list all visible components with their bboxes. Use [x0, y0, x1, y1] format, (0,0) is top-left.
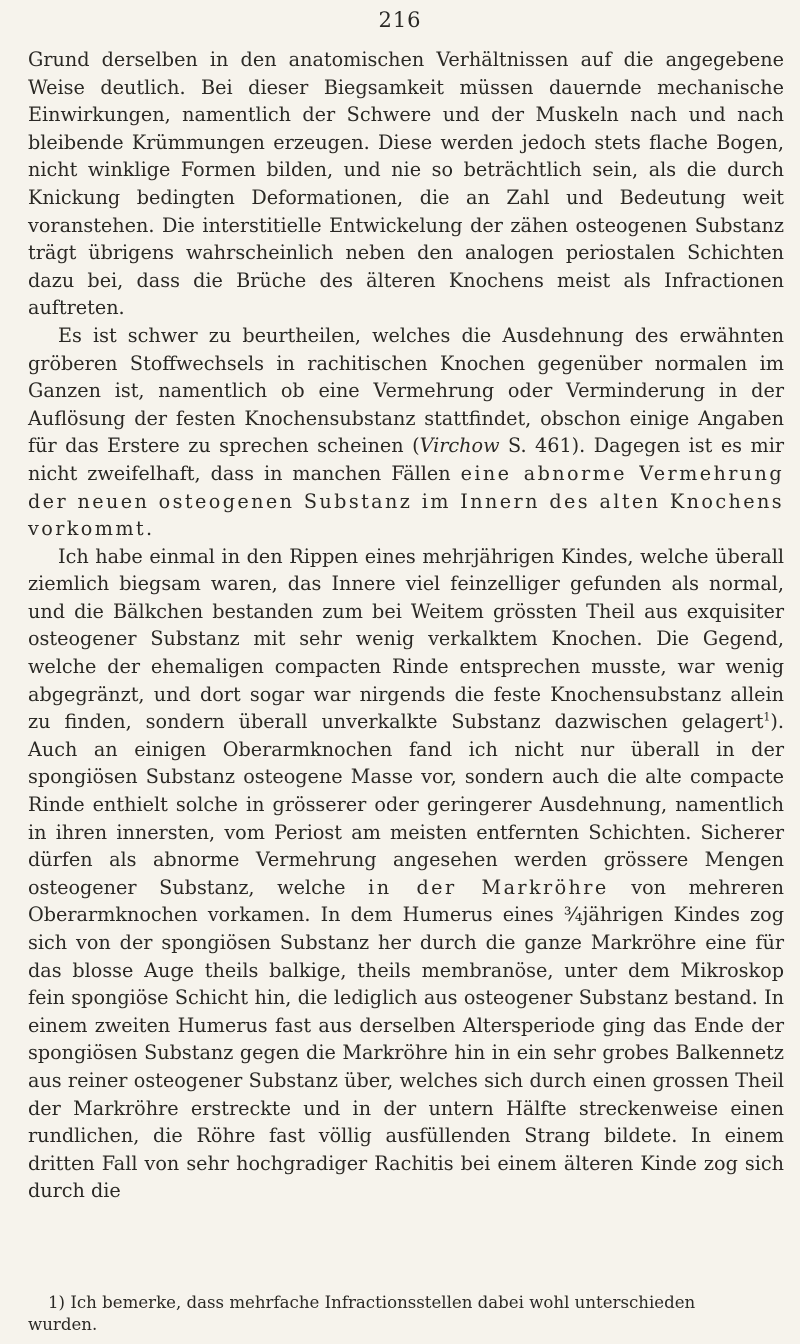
paragraph-3-middle: ). Auch an einigen Oberarmknochen fand ich nicht nur überall in der spongiösen Substanz osteogene Masse vor, sondern auch die alte compacte Rinde enthielt solche in grösserer oder geringerer Ausdehnung, namentlich in ihren innersten, vom Periost am meisten entfernten Schichten. Sicherer dürfen als abnorme Vermehrung angesehen werden grössere Mengen osteogener Substanz, welche	[28, 710, 784, 899]
paragraph-3	[28, 543, 784, 1205]
footnote-mark: 1)	[48, 1293, 66, 1312]
page-number: 216	[378, 8, 422, 32]
emphasized-statement: eine abnorme Vermehrung der neuen osteogenen Substanz im Innern des alten Knochens vorkommt.	[28, 461, 785, 541]
footnote-line-2: wurden.	[28, 1315, 98, 1334]
paragraph-3-tail: von mehreren Oberarmknochen vorkamen. In dem Humerus eines ¾jährigen Kindes zog sich von der spongiösen Substanz her durch die ganze Markröhre eine für das blosse Auge theils balkige, theils membranöse, unter dem Mikroskop fein spongiöse Schicht hin, die lediglich aus osteogener Substanz bestand. In einem zweiten Humerus fast aus derselben Altersperiode ging das Ende der spongiösen Substanz gegen die Markröhre hin in ein sehr grobes Balkennetz aus reiner osteogener Substanz über, welches sich durch einen grossen Theil der Markröhre erstreckte und in der untern Hälfte streckenweise einen rundlichen, die Röhre fast völlig ausfüllenden Strang bildete. In einem dritten Fall von sehr hochgradiger Rachitis bei einem älteren Kinde zog sich durch die	[28, 875, 784, 1203]
paragraph-2	[28, 322, 784, 543]
citation-page: S. 461). Dagegen ist es mir nicht zweifelhaft, dass in manchen Fällen	[28, 434, 784, 485]
footnote-reference: 1	[763, 710, 771, 724]
body-text	[28, 46, 784, 1205]
citation-author: Virchow	[419, 434, 500, 458]
paragraph-1	[28, 46, 784, 322]
paragraph-1-text: Grund derselben in den anatomischen Verhältnissen auf die angegebene Weise deutlich. Bei dieser Biegsamkeit müssen dauernde mechanische Einwirkungen, namentlich der Schwere und der Muskeln nach und nach bleibende Krümmungen erzeugen. Diese werden jedoch stets flache Bogen, nicht winklige Formen bilden, und nie so beträchtlich sein, als die durch Knickung bedingten Deformationen, die an Zahl und Bedeutung weit voranstehen. Die interstitielle Entwickelung der zähen osteogenen Substanz trägt übrigens wahrscheinlich neben den analogen periostalen Schichten dazu bei, dass die Brüche des älteren Knochens meist als Infractionen auftreten.	[28, 48, 784, 320]
emphasized-markroehre: in der Markröhre	[368, 875, 609, 899]
paragraph-2-lead: Es ist schwer zu beurtheilen, welches die Ausdehnung des erwähnten gröberen Stoffwechsels in rachitischen Knochen gegenüber normalen im Ganzen ist, namentlich ob eine Vermehrung oder Verminderung in der Auflösung der festen Knochensubstanz stattfindet, obschon einige Angaben für das Erstere zu sprechen scheinen (	[28, 323, 784, 458]
footnote-line-1	[28, 1292, 784, 1314]
footnote-text-1: Ich bemerke, dass mehrfache Infractionsstellen dabei wohl unterschieden	[70, 1293, 696, 1312]
footnote	[28, 1292, 784, 1336]
paragraph-3-lead: Ich habe einmal in den Rippen eines mehrjährigen Kindes, welche überall ziemlich biegsam waren, das Innere viel feinzelliger gefunden als normal, und die Bälkchen bestanden zum bei Weitem grössten Theil aus exquisiter osteogener Substanz mit sehr wenig verkalktem Knochen. Die Gegend, welche der ehemaligen compacten Rinde entsprechen musste, war wenig abgegränzt, und dort sogar war nirgends die feste Knochensubstanz allein zu finden, sondern überall unverkalkte Substanz dazwischen gelagert	[28, 544, 784, 734]
